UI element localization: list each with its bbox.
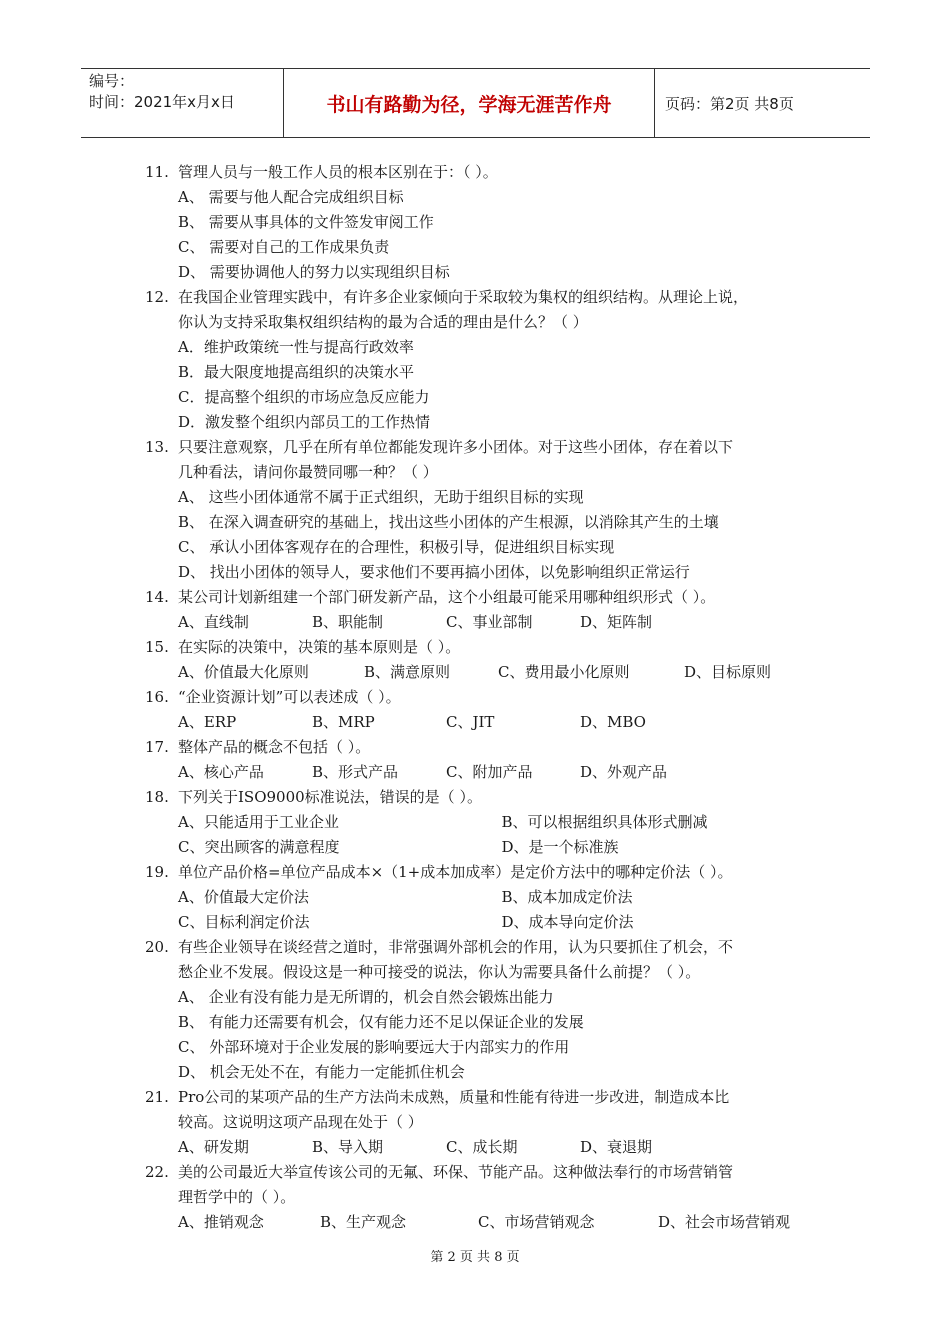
question-text: 整体产品的概念不包括（ ）。 — [178, 738, 371, 756]
answer-option: B、 有能力还需要有机会，仅有能力还不足以保证企业的发展 — [178, 1013, 584, 1031]
answer-option: A、 这些小团体通常不属于正式组织，无助于组织目标的实现 — [178, 488, 584, 506]
question-number: 18. — [145, 788, 169, 806]
question-text: 在我国企业管理实践中，有许多企业家倾向于采取较为集权的组织结构。从理论上说， — [178, 288, 749, 306]
answer-option: D、是一个标准族 — [501, 838, 619, 856]
answer-option: C、市场营销观念 — [478, 1213, 595, 1231]
question-stem — [145, 160, 825, 185]
question-text: 只要注意观察，几乎在所有单位都能发现许多小团体。对于这些小团体，存在着以下 — [178, 438, 734, 456]
answer-option: A、只能适用于工业企业 — [178, 813, 339, 831]
question-11 — [145, 160, 825, 285]
question-stem — [145, 1085, 825, 1110]
question-text-continued: 较高。这说明这项产品现在处于（ ） — [178, 1113, 423, 1131]
answer-option: D、衰退期 — [580, 1138, 653, 1156]
question-number: 17. — [145, 738, 169, 756]
question-text-continued: 理哲学中的（ ）。 — [178, 1188, 296, 1206]
question-number: 11. — [145, 163, 169, 181]
question-stem — [145, 785, 825, 810]
page-footer: 第 2 页 共 8 页 — [430, 1250, 520, 1265]
question-stem — [145, 860, 825, 885]
answer-option: D、 找出小团体的领导人，要求他们不要再搞小团体，以免影响组织正常运行 — [178, 563, 690, 581]
question-text-continued: 几种看法，请问你最赞同哪一种？（ ） — [178, 463, 438, 481]
question-text: 单位产品价格=单位产品成本×（1+成本加成率）是定价方法中的哪种定价法（ ）。 — [178, 863, 733, 881]
answer-option: C、事业部制 — [446, 613, 533, 631]
question-text-continued: 愁企业不发展。假设这是一种可接受的说法，你认为需要具备什么前提？（ ）。 — [178, 963, 701, 981]
question-16 — [145, 685, 825, 735]
answer-option: A、核心产品 — [178, 763, 264, 781]
question-text: Pro公司的某项产品的生产方法尚未成熟，质量和性能有待进一步改进，制造成本比 — [178, 1088, 730, 1106]
answer-option: B、可以根据组织具体形式删减 — [501, 813, 708, 831]
answer-option: A、价值最大定价法 — [178, 888, 309, 906]
answer-option: B、 需要从事具体的文件签发审阅工作 — [178, 213, 434, 231]
answer-option: B、满意原则 — [364, 663, 451, 681]
answer-option-row — [145, 610, 825, 635]
header-page-info: 页码：第2页 共8页 — [665, 94, 794, 113]
question-19 — [145, 860, 825, 935]
answer-option: C、 承认小团体客观存在的合理性，积极引导，促进组织目标实现 — [178, 538, 615, 556]
question-number: 14. — [145, 588, 169, 606]
question-text: 管理人员与一般工作人员的根本区别在于：（ ）。 — [178, 163, 498, 181]
question-text: 美的公司最近大举宣传该公司的无氟、环保、节能产品。这种做法奉行的市场营销管 — [178, 1163, 734, 1181]
answer-option: D、MBO — [580, 713, 646, 731]
question-number: 13. — [145, 438, 169, 456]
answer-option: A．维护政策统一性与提高行政效率 — [178, 338, 414, 356]
answer-option: D、 需要协调他人的努力以实现组织目标 — [178, 263, 450, 281]
question-number: 19. — [145, 863, 169, 881]
question-text: “企业资源计划”可以表述成（ ）。 — [178, 688, 401, 706]
question-stem — [145, 285, 825, 310]
answer-option: D、目标原则 — [684, 663, 772, 681]
question-text-continued: 你认为支持采取集权组织结构的最为合适的理由是什么？（ ） — [178, 313, 588, 331]
question-number: 16. — [145, 688, 169, 706]
answer-option: C、 外部环境对于企业发展的影响要远大于内部实力的作用 — [178, 1038, 570, 1056]
question-14 — [145, 585, 825, 635]
question-18 — [145, 785, 825, 860]
answer-option: C、成长期 — [446, 1138, 518, 1156]
answer-option: A、价值最大化原则 — [178, 663, 309, 681]
question-list — [145, 160, 825, 1235]
question-stem — [145, 635, 825, 660]
answer-option: D、矩阵制 — [580, 613, 653, 631]
answer-option: B、导入期 — [312, 1138, 384, 1156]
answer-option: D、 机会无处不在，有能力一定能抓住机会 — [178, 1063, 465, 1081]
answer-option-row — [145, 760, 825, 785]
question-text: 某公司计划新组建一个部门研发新产品，这个小组最可能采用哪种组织形式（ ）。 — [178, 588, 716, 606]
answer-option: A、ERP — [178, 713, 237, 731]
number-label: 编号： — [89, 72, 135, 90]
answer-option: A、直线制 — [178, 613, 249, 631]
answer-option: A、推销观念 — [178, 1213, 264, 1231]
question-12 — [145, 285, 825, 435]
answer-option-row — [145, 835, 825, 860]
question-stem — [145, 435, 825, 460]
answer-option: D．激发整个组织内部员工的工作热情 — [178, 413, 431, 431]
answer-option: C、目标利润定价法 — [178, 913, 310, 931]
time-label: 时间：2021年x月x日 — [89, 93, 235, 111]
page-header — [81, 68, 870, 138]
question-stem — [145, 935, 825, 960]
answer-option: C、突出顾客的满意程度 — [178, 838, 340, 856]
question-text: 下列关于ISO9000标准说法，错误的是（ ）。 — [178, 788, 482, 806]
question-17 — [145, 735, 825, 785]
answer-option: B、职能制 — [312, 613, 384, 631]
question-22 — [145, 1160, 825, 1235]
question-text: 有些企业领导在谈经营之道时，非常强调外部机会的作用，认为只要抓住了机会，不 — [178, 938, 734, 956]
answer-option-row — [145, 885, 825, 910]
answer-option: B、成本加成定价法 — [501, 888, 633, 906]
answer-option: C、费用最小化原则 — [498, 663, 630, 681]
answer-option: B、形式产品 — [312, 763, 399, 781]
question-stem — [145, 735, 825, 760]
question-number: 21. — [145, 1088, 169, 1106]
answer-option: B、MRP — [312, 713, 375, 731]
answer-option: B、生产观念 — [320, 1213, 407, 1231]
answer-option: C．提高整个组织的市场应急反应能力 — [178, 388, 430, 406]
answer-option: C、附加产品 — [446, 763, 533, 781]
answer-option-row — [145, 660, 825, 685]
answer-option: A、研发期 — [178, 1138, 249, 1156]
question-stem — [145, 585, 825, 610]
answer-option: B、 在深入调查研究的基础上，找出这些小团体的产生根源，以消除其产生的土壤 — [178, 513, 719, 531]
answer-option-row — [145, 810, 825, 835]
question-20 — [145, 935, 825, 1085]
answer-option: D、社会市场营销观 — [658, 1213, 791, 1231]
question-number: 20. — [145, 938, 169, 956]
question-number: 15. — [145, 638, 169, 656]
question-text: 在实际的决策中，决策的基本原则是（ ）。 — [178, 638, 461, 656]
answer-option: A、 需要与他人配合完成组织目标 — [178, 188, 404, 206]
question-number: 22. — [145, 1163, 169, 1181]
header-motto: 书山有路勤为径，学海无涯苦作舟 — [283, 69, 655, 137]
answer-option-row — [145, 710, 825, 735]
header-meta — [81, 69, 283, 137]
answer-option: C、JIT — [446, 713, 495, 731]
answer-option: D、外观产品 — [580, 763, 668, 781]
answer-option-row — [145, 910, 825, 935]
answer-option: A、 企业有没有能力是无所谓的，机会自然会锻炼出能力 — [178, 988, 554, 1006]
answer-option: D、成本导向定价法 — [501, 913, 634, 931]
question-number: 12. — [145, 288, 169, 306]
question-stem — [145, 685, 825, 710]
question-stem — [145, 1160, 825, 1185]
question-21 — [145, 1085, 825, 1160]
answer-option-row — [145, 1210, 825, 1235]
answer-option: C、 需要对自己的工作成果负责 — [178, 238, 390, 256]
question-15 — [145, 635, 825, 685]
question-13 — [145, 435, 825, 585]
answer-option: B．最大限度地提高组织的决策水平 — [178, 363, 415, 381]
answer-option-row — [145, 1135, 825, 1160]
